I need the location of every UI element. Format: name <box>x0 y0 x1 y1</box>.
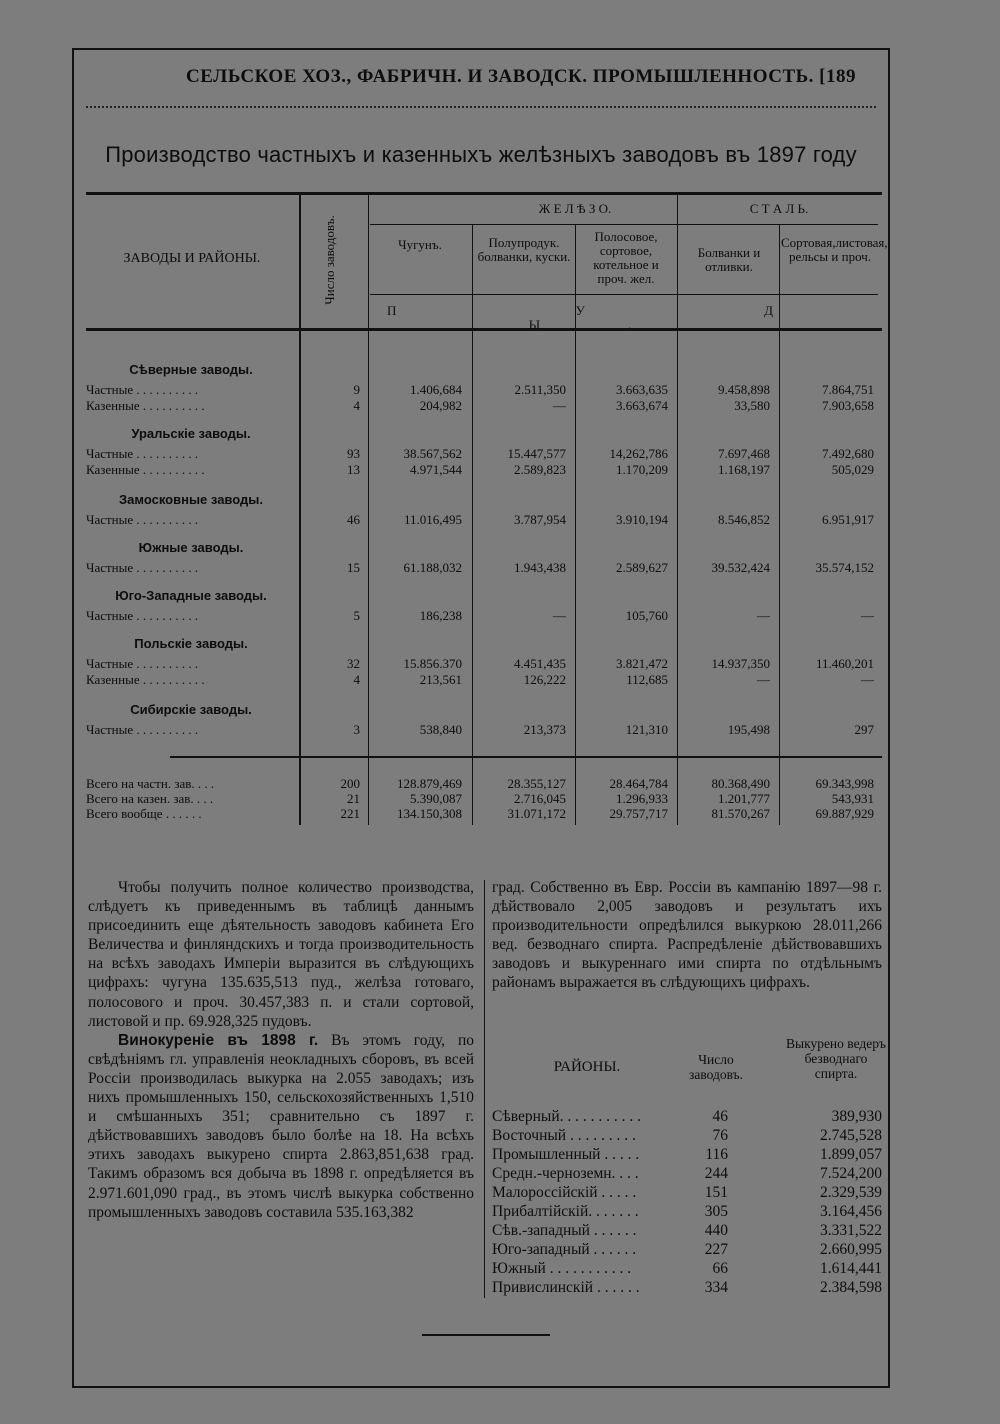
row-label-text: Казенные <box>86 462 140 477</box>
count-cell: 9 <box>353 382 360 397</box>
iron-semi-cell: 1.943,438 <box>514 560 566 575</box>
row-label <box>86 382 296 398</box>
row-label-text: Частные <box>86 446 134 461</box>
end-rule <box>422 1334 550 1336</box>
spirit-row <box>492 1165 882 1184</box>
spirit-district: Средн.-черноземн. . . . <box>492 1165 639 1182</box>
steel-section-cell: 7.864,751 <box>822 382 874 397</box>
iron-production-table <box>86 190 888 850</box>
spirit-value: 389,930 <box>831 1108 882 1125</box>
row-label-text: Частные <box>86 722 134 737</box>
count-cell: 4 <box>353 398 360 413</box>
row-label-text: Частные <box>86 656 134 671</box>
header-iron-strip: Полосовое, сортовое, котельное и проч. жел. <box>593 229 659 286</box>
iron-strip-cell: 2.589,627 <box>616 560 668 575</box>
row-label-text: Частные <box>86 608 134 623</box>
spirit-value: 3.164,456 <box>820 1203 882 1220</box>
spirit-count: 334 <box>704 1279 728 1296</box>
total-pig-iron-cell: 134.150,308 <box>397 806 462 821</box>
count-cell: 5 <box>353 608 360 623</box>
totals-rule <box>170 756 882 758</box>
iron-strip-cell: 14,262,786 <box>609 446 668 461</box>
spirit-header-count: Число заводовъ. <box>689 1052 743 1082</box>
district-heading: Польскіе заводы. <box>134 636 248 651</box>
count-cell: 32 <box>347 656 360 671</box>
spirit-district: Малороссійскій . . . . . <box>492 1184 637 1201</box>
right-column-text <box>492 878 882 993</box>
district-heading: Замосковные заводы. <box>119 492 263 507</box>
pig-iron-cell: 11.016,495 <box>403 512 462 527</box>
total-count-cell: 221 <box>340 806 360 821</box>
iron-strip-cell: 105,760 <box>625 608 668 623</box>
total-pig-iron-cell: 128.879,469 <box>397 776 462 791</box>
iron-strip-cell: 3.821,472 <box>616 656 668 671</box>
spirit-district: Сѣв.-западный . . . . . . <box>492 1222 637 1239</box>
row-label <box>86 462 296 478</box>
spirit-row <box>492 1127 882 1146</box>
steel-ingot-cell: 7.697,468 <box>718 446 770 461</box>
spirit-district: Сѣверный. . . . . . . . . . . <box>492 1108 641 1125</box>
count-cell: 4 <box>353 672 360 687</box>
iron-semi-cell: 4.451,435 <box>514 656 566 671</box>
spirit-district: Южный . . . . . . . . . . . <box>492 1260 632 1277</box>
row-label-text: Частные <box>86 560 134 575</box>
steel-section-cell: 7.903,658 <box>822 398 874 413</box>
pig-iron-cell: 1.406,684 <box>410 382 462 397</box>
iron-strip-cell: 3.663,635 <box>616 382 668 397</box>
totals-label: Всего вообще . . . . . . <box>86 806 202 821</box>
row-label <box>86 672 296 688</box>
leader-dots: . . . . . . . . . . <box>133 722 199 737</box>
iron-semi-cell: — <box>553 398 566 413</box>
unit-rule <box>370 294 878 295</box>
pig-iron-cell: 538,840 <box>419 722 462 737</box>
total-count-cell: 21 <box>347 791 360 806</box>
header-districts: ЗАВОДЫ И РАЙОНЫ. <box>123 251 261 266</box>
spirit-count: 46 <box>712 1108 728 1125</box>
spirit-district: Восточный . . . . . . . . . <box>492 1127 636 1144</box>
row-label-text: Казенные <box>86 672 140 687</box>
count-cell: 93 <box>347 446 360 461</box>
group-rule <box>370 224 878 225</box>
paragraph-distilling: Винокуреніе въ 1898 г. Въ этомъ году, по свѣдѣніямъ гл. управленія неокладныхъ сборовъ, въ всей Россіи производилась выкурка на 2.055 заводахъ; изъ нихъ промышленныхъ 150, сельскохозяйственныхъ 1,510 и смѣшанныхъ 351; сравнительно съ 1897 г. дѣйствовавшихъ заводовъ было болѣе на 18. На всѣхъ этихъ заводахъ выкурено спирта 2.863,851,638 град. Такимъ образомъ вся добыча въ 1898 г. опредѣляется въ 2.971.601,090 град., въ этомъ числѣ выкурка собственно промышленныхъ заводовъ составила 535.163,382 <box>88 1031 474 1221</box>
steel-ingot-cell: 195,498 <box>727 722 770 737</box>
pig-iron-cell: 213,561 <box>419 672 462 687</box>
steel-section-cell: 35.574,152 <box>815 560 874 575</box>
spirit-header-value: Выкурено ведеръ безводнаго спирта. <box>786 1036 886 1081</box>
steel-ingot-cell: 39.532,424 <box>711 560 770 575</box>
pig-iron-cell: 15.856.370 <box>403 656 462 671</box>
pig-iron-cell: 4.971,544 <box>410 462 462 477</box>
spirit-value: 7.524,200 <box>820 1165 882 1182</box>
iron-semi-cell: 126,222 <box>523 672 566 687</box>
header-steel-group: С Т А Л Ь. <box>749 201 809 216</box>
total-iron-strip-cell: 28.464,784 <box>609 776 668 791</box>
leader-dots: . . . . . . . . . . <box>133 560 199 575</box>
row-label <box>86 446 296 462</box>
totals-label: Всего на казен. зав. . . . <box>86 791 214 806</box>
iron-semi-cell: — <box>553 608 566 623</box>
spirit-count: 116 <box>705 1146 728 1163</box>
row-label-text: Частные <box>86 512 134 527</box>
pig-iron-cell: 61.188,032 <box>403 560 462 575</box>
total-steel-section-cell: 69.343,998 <box>815 776 874 791</box>
steel-ingot-cell: 14.937,350 <box>711 656 770 671</box>
spirit-value: 2.745,528 <box>820 1127 882 1144</box>
iron-strip-cell: 3.663,674 <box>616 398 668 413</box>
row-label <box>86 398 296 414</box>
spirit-value: 2.384,598 <box>820 1279 882 1296</box>
spirit-district: Привислинскій . . . . . . <box>492 1279 640 1296</box>
left-column-text <box>88 878 474 1222</box>
running-head: СЕЛЬСКОЕ ХОЗ., ФАБРИЧН. И ЗАВОДСК. ПРОМЫШЛЕННОСТЬ. [189 <box>186 66 856 87</box>
col-rule <box>677 195 678 825</box>
spirit-value: 3.331,522 <box>820 1222 882 1239</box>
row-label-text: Казенные <box>86 398 140 413</box>
iron-strip-cell: 121,310 <box>625 722 668 737</box>
steel-ingot-cell: 1.168,197 <box>718 462 770 477</box>
steel-section-cell: 505,029 <box>831 462 874 477</box>
spirit-row <box>492 1260 882 1279</box>
steel-ingot-cell: 8.546,852 <box>718 512 770 527</box>
total-iron-semi-cell: 2.716,045 <box>514 791 566 806</box>
steel-section-cell: 7.492,680 <box>822 446 874 461</box>
distilling-heading: Винокуреніе въ 1898 г. <box>118 1031 319 1049</box>
leader-dots: . . . . . . . . . . <box>139 672 205 687</box>
column-divider <box>484 880 485 1298</box>
iron-strip-cell: 112,685 <box>626 672 668 687</box>
district-heading: Сѣверные заводы. <box>129 362 253 377</box>
header-rule <box>86 96 876 108</box>
spirit-count: 244 <box>704 1165 728 1182</box>
total-steel-ingot-cell: 81.570,267 <box>711 806 770 821</box>
header-steel-ingots: Болванки и отливки. <box>697 245 761 274</box>
page-title: Производство частныхъ и казенныхъ желѣзныхъ заводовъ въ 1897 году <box>105 142 857 167</box>
header-iron-group: Ж Е Л Ѣ З О. <box>538 201 612 216</box>
spirit-count: 305 <box>704 1203 728 1220</box>
leader-dots: . . . . . . . . . . <box>133 382 199 397</box>
iron-semi-cell: 3.787,954 <box>514 512 566 527</box>
leader-dots: . . . . . . . . . . <box>133 512 199 527</box>
steel-ingot-cell: — <box>757 672 770 687</box>
total-count-cell: 200 <box>340 776 360 791</box>
totals-label: Всего на частн. зав. . . . <box>86 776 215 791</box>
table-top-rule <box>86 192 882 195</box>
steel-section-cell: 11.460,201 <box>815 656 874 671</box>
spirit-value: 2.329,539 <box>820 1184 882 1201</box>
total-steel-ingot-cell: 80.368,490 <box>711 776 770 791</box>
row-label <box>86 722 296 738</box>
pig-iron-cell: 38.567,562 <box>403 446 462 461</box>
count-cell: 46 <box>347 512 360 527</box>
total-iron-strip-cell: 1.296,933 <box>616 791 668 806</box>
iron-semi-cell: 2.511,350 <box>514 382 566 397</box>
spirit-count: 440 <box>704 1222 728 1239</box>
steel-section-cell: — <box>861 608 874 623</box>
iron-semi-cell: 2.589,823 <box>514 462 566 477</box>
row-label <box>86 656 296 672</box>
iron-strip-cell: 1.170,209 <box>616 462 668 477</box>
iron-semi-cell: 15.447,577 <box>507 446 566 461</box>
row-label <box>86 560 296 576</box>
leader-dots: . . . . . . . . . . <box>139 462 205 477</box>
leader-dots: . . . . . . . . . . <box>139 398 205 413</box>
row-label-text: Частные <box>86 382 134 397</box>
spirit-row <box>492 1203 882 1222</box>
spirit-value: 1.899,057 <box>820 1146 882 1163</box>
header-steel-section: Сортовая,листовая, рельсы и проч. <box>781 235 888 264</box>
spirit-district: Юго-западный . . . . . . <box>492 1241 637 1258</box>
district-heading: Сибирскіе заводы. <box>130 702 252 717</box>
leader-dots: . . . . . . . . . . <box>133 608 199 623</box>
count-cell: 15 <box>347 560 360 575</box>
spirit-count: 227 <box>704 1241 728 1258</box>
total-steel-ingot-cell: 1.201,777 <box>718 791 770 806</box>
steel-ingot-cell: 9.458,898 <box>718 382 770 397</box>
spirit-row <box>492 1146 882 1165</box>
header-pig-iron: Чугунъ. <box>398 237 442 252</box>
paragraph-iron-total: Чтобы получить полное количество производства, слѣдуетъ къ приведеннымъ въ таблицѣ даннымъ присоединить еще дѣятельность заводовъ кабинета Его Величества и финляндскихъ и тогда производительность на всѣхъ заводахъ Имперіи выразится въ слѣдующихъ цифрахъ: чугуна 135.635,513 пуд., желѣза готоваго, полосового и проч. 30.457,383 п. и стали сортовой, листовой и пр. 69.928,325 пудовъ. <box>88 879 474 1030</box>
steel-section-cell: 297 <box>854 722 874 737</box>
total-iron-semi-cell: 31.071,172 <box>507 806 566 821</box>
leader-dots: . . . . . . . . . . <box>133 446 199 461</box>
header-unit: П У Д Ы. <box>387 303 861 332</box>
iron-semi-cell: 213,373 <box>523 722 566 737</box>
district-heading: Юго-Западные заводы. <box>115 588 267 603</box>
col-rule <box>368 195 369 825</box>
pig-iron-cell: 204,982 <box>419 398 462 413</box>
row-label <box>86 512 296 528</box>
pig-iron-cell: 186,238 <box>419 608 462 623</box>
spirit-district: Прибалтійскій. . . . . . . <box>492 1203 639 1220</box>
spirit-row <box>492 1279 882 1298</box>
spirit-count: 151 <box>704 1184 728 1201</box>
district-heading: Уральскіе заводы. <box>131 426 251 441</box>
header-count: Число заводовъ. <box>322 215 337 305</box>
row-label <box>86 608 296 624</box>
paragraph-european-russia: град. Собственно въ Евр. Россіи въ кампанію 1897—98 г. дѣйствовало 2,005 заводовъ и результатъ ихъ производительности опредѣлился выкуркою 28.011,266 вед. безводнаго спирта. Распредѣленіе дѣйствовавшихъ заводовъ и выкуреннаго ими спирта по отдѣльнымъ районамъ выражается въ слѣдующихъ цифрахъ. <box>492 879 882 992</box>
total-iron-strip-cell: 29.757,717 <box>609 806 668 821</box>
district-heading: Южные заводы. <box>138 540 244 555</box>
total-pig-iron-cell: 5.390,087 <box>410 791 462 806</box>
steel-section-cell: 6.951,917 <box>822 512 874 527</box>
spirit-row <box>492 1184 882 1203</box>
iron-strip-cell: 3.910,194 <box>616 512 668 527</box>
spirit-district: Промышленный . . . . . <box>492 1146 640 1163</box>
count-cell: 3 <box>353 722 360 737</box>
total-steel-section-cell: 69.887,929 <box>815 806 874 821</box>
spirit-count: 76 <box>712 1127 728 1144</box>
spirit-value: 2.660,995 <box>820 1241 882 1258</box>
leader-dots: . . . . . . . . . . <box>133 656 199 671</box>
header-iron-semi: Полупродук. болванки, куски. <box>477 235 571 264</box>
spirit-header-district: РАЙОНЫ. <box>553 1059 621 1075</box>
spirit-row <box>492 1241 882 1260</box>
steel-section-cell: — <box>861 672 874 687</box>
spirit-value: 1.614,441 <box>820 1260 882 1277</box>
total-iron-semi-cell: 28.355,127 <box>507 776 566 791</box>
count-cell: 13 <box>347 462 360 477</box>
steel-ingot-cell: — <box>757 608 770 623</box>
spirit-count: 66 <box>712 1260 728 1277</box>
total-steel-section-cell: 543,931 <box>831 791 874 806</box>
steel-ingot-cell: 33,580 <box>734 398 770 413</box>
spirit-row <box>492 1108 882 1127</box>
spirit-row <box>492 1222 882 1241</box>
